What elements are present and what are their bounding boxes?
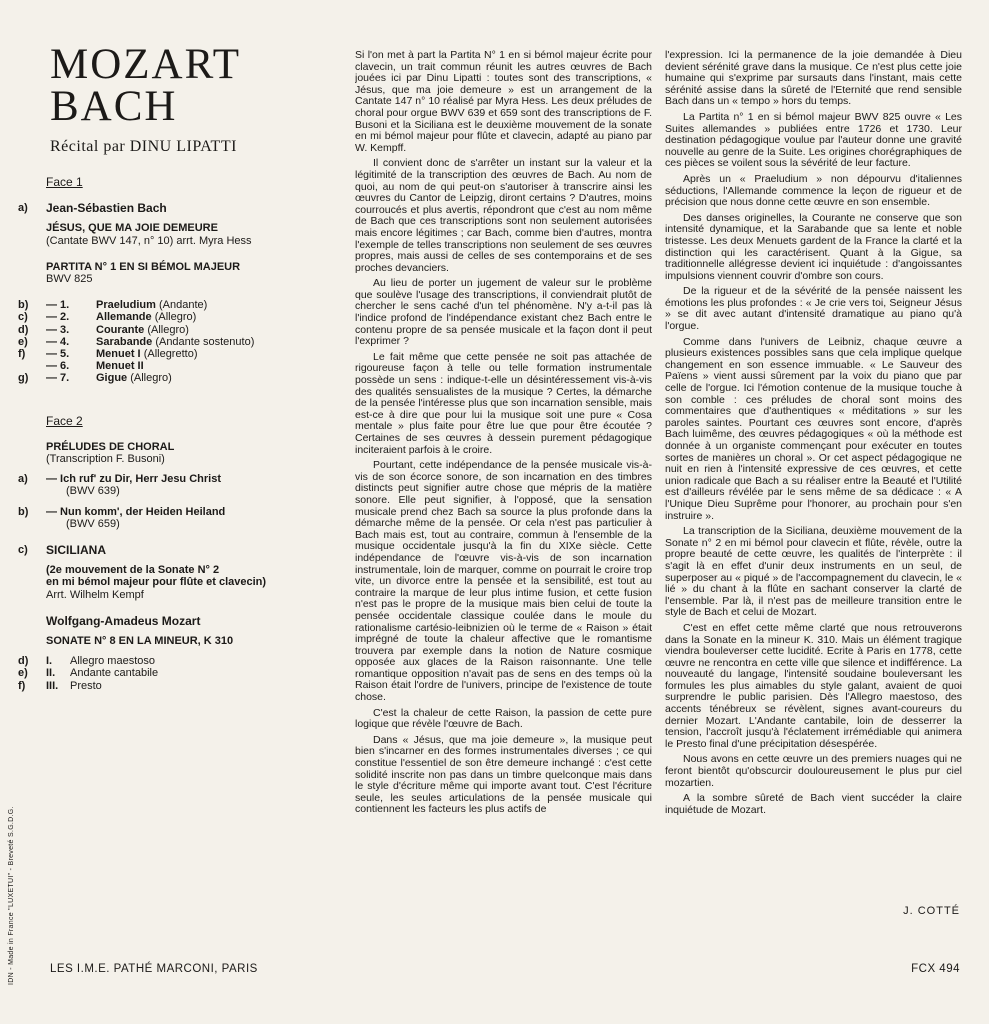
siciliana-detail: [46, 564, 333, 601]
track-letter: f): [18, 679, 26, 692]
track-row: [18, 372, 333, 384]
composer-row: [18, 202, 333, 214]
title-bach: BACH: [50, 83, 178, 130]
title-mozart: MOZART: [50, 41, 241, 88]
movement-row: [18, 667, 333, 679]
track-row: [18, 348, 333, 360]
track-letter: e): [18, 667, 28, 680]
choral-a-bwv: (BWV 639): [66, 485, 120, 498]
liner-paragraph: Comme dans l'univers de Leibniz, chaque œuvre a plusieurs existences possibles sans que cela implique quelque changement en son essence immuable. « Le Sauveur des Païens » vient aussi sûrement par la voix du piano que par celle de l'orgue. Ici l'émotion contenue de la musique touche à son comble : ces préludes de choral sont moins des commentaires que d'authentiques « méditations » sur les paroles saintes. Pourtant ces œuvres sont encore, d'après Bach luimême, des œuvres pédagogiques « où la méthode est donnée à un organiste commençant pour exécuter en toutes sortes de manières un choral ». Or cet aspect pédagogique ne nuit en rien à l'intensité expressive de ces œuvres, et cette union radicale que Bach a su réaliser entre la Beauté et l'Utilité est d'ailleurs révélée par le sens même de sa dédicace : « A l'Unique Dieu Suprême pour l'honorer, au prochain pour s'en instruire ».: [665, 335, 962, 522]
track-entry: [46, 372, 333, 384]
track-row: [18, 299, 333, 311]
spacer: [18, 441, 46, 465]
spacer: [18, 635, 46, 647]
movement-row: [18, 655, 333, 667]
vertical-imprint: IDN - Made in France "LUXETUI" - Breveté S.G.D.G.: [8, 806, 15, 985]
liner-paragraph: A la sombre sûreté de Bach vient succéder la claire inquiétude de Mozart.: [665, 792, 962, 816]
work1-title: JÉSUS, QUE MA JOIE DEMEURE: [46, 222, 218, 235]
sonate-row: [18, 635, 333, 647]
liner-paragraph: Nous avons en cette œuvre un des premiers nuages qui ne feront bientôt qu'obscurcir douloureusement le plus pur ciel mozartien.: [665, 753, 962, 789]
liner-paragraph: Au lieu de porter un jugement de valeur sur le problème que soulève l'usage des transcriptions, il conviendrait plutôt de chercher le sens caché d'un tel phénomène. N'y a-t-il pas là l'indice profond de l'indépendance existant chez Bach entre le contenu propre de sa pensée musicale et la façon dont il peut l'exprimer ?: [355, 277, 652, 348]
choral-a-title: — Ich ruf' zu Dir, Herr Jesu Christ: [46, 473, 221, 486]
movement-name: Andante cantabile: [70, 667, 159, 680]
liner-paragraph: Pourtant, cette indépendance de la pensée musicale vis-à-vis de son écorce sonore, de son incarnation en des timbres distincts peut signifier autre chose que mépris de la matière sonore. Elle peut signifier, à l'opposé, que la sensation musicale prend chez Bach sa source la plus profonde dans la démarche même de la pensée. Or cela n'est pas particulier à Bach mais est, tout au contraire, commun à l'ensemble de la musique occidentale jusqu'à la fin du XIXe siècle. Cette indépendance de l'œuvre vis-à-vis de son incarnation instrumentale, loin de marquer, comme on pourrait le croire trop vite, un divorce entre la pensée et la sensibilité, est tout au contraire la marque de leur plus intime fusion, et cette fusion n'est pas le propre de la musique mais bien celui de toute la pensée occidentale classique coulée dans le moule du rationalisme cartésio-leibnizien où le terme de « Raison » était imprégné de toute la chaleur affective que le romantisme trouvera par exemple dans la notion de Nature cosmique opposée aux glaces de la Raison raisonnante. Une telle romantique opposition n'avait pas de sens en des temps où la Raison était l'ordre de l'univers, principe de l'existence de toute chose.: [355, 459, 652, 704]
track-tempo: (Allegro): [130, 372, 172, 385]
movement-number: III.: [46, 679, 59, 692]
face1-title: Face 1: [46, 175, 83, 189]
partita: [46, 261, 333, 285]
mozart-row: [18, 615, 333, 627]
choral-a: [46, 473, 333, 497]
track-number: — 6.: [46, 360, 70, 373]
track-letter: e): [18, 335, 28, 348]
composer-bach: Jean-Sébastien Bach: [46, 201, 167, 216]
track-letter: g): [18, 372, 29, 385]
track-entry: [46, 311, 333, 323]
partita-row: [18, 261, 333, 285]
movement-entry: [46, 655, 333, 667]
movement-number: I.: [46, 655, 53, 668]
work1: [46, 222, 333, 246]
work1-row: [18, 222, 333, 246]
liner-paragraph: C'est en effet cette même clarté que nous retrouverons dans la Sonate en la mineur K. 310. Mais un élément tragique viendra bouleverser cette lucidité. Ecrite à Paris en 1778, cette œuvre ne rencontra en cette ville que silence et indifférence. La nouveauté du langage, l'intensité soudaine bouleversant les formules les plus aimables du style galant, avaient de quoi surprendre le public parisien. Dès l'Allegro maestoso, des accents ténébreux se révèlent, signes avant-coureurs du dernier Mozart. L'Andante cantabile, loin de desserrer la tension, l'accroît jusqu'à l'éclatement irrémédiable qui animera le Presto final d'une précipitation désespérée.: [665, 621, 962, 750]
track-letter: a): [18, 202, 28, 215]
choral-a-row: [18, 473, 333, 497]
track-letter: b): [18, 505, 29, 518]
siciliana-detail-row: [18, 564, 333, 601]
choral-b-title: — Nun komm', der Heiden Heiland: [46, 505, 226, 518]
track-name: Praeludium: [96, 299, 156, 312]
movement-number: II.: [46, 667, 56, 680]
spacer: [18, 261, 46, 285]
track-row: [18, 324, 333, 336]
track-number: — 1.: [46, 299, 70, 312]
work1-detail: (Cantate BWV 147, n° 10) arrt. Myra Hess: [46, 234, 252, 247]
siciliana-row: [18, 544, 333, 556]
track-name: Menuet II: [96, 360, 144, 373]
liner-notes-column-1: [355, 50, 652, 980]
track-tempo: (Allegretto): [143, 348, 198, 361]
choral-b-row: [18, 506, 333, 530]
liner-paragraph: Après un « Praeludium » non dépourvu d'italiennes séductions, l'Allemande commence la leçon de rigueur et de précision que nous donne cette œuvre en son ensemble.: [665, 172, 962, 209]
spacer: [18, 564, 46, 601]
track-row: [18, 360, 333, 372]
track-number: — 3.: [46, 323, 70, 336]
track-entry: [46, 299, 333, 311]
sonate-title: SONATE N° 8 EN LA MINEUR, K 310: [46, 635, 234, 648]
track-name: Menuet I: [96, 348, 141, 361]
track-letter: d): [18, 323, 29, 336]
movement-row: [18, 680, 333, 692]
track-letter: a): [18, 473, 28, 486]
track-row: [18, 311, 333, 323]
track-tempo: (Allegro): [154, 311, 197, 324]
face2-title: Face 2: [46, 413, 83, 428]
spacer: [18, 222, 46, 246]
album-title: [50, 41, 241, 130]
track-letter: d): [18, 655, 29, 668]
movement-entry: [46, 667, 333, 679]
track-number: — 5.: [46, 348, 70, 361]
preludes: [46, 441, 333, 465]
liner-paragraph: Dans « Jésus, que ma joie demeure », la musique peut bien s'incarner en des formes instrumentales diverses ; ce qui constitue l'essentiel de son être demeure inchangé : c'est cette solidité inscrite non pas dans un timbre quelconque mais dans le style d'écriture même qui importe avant tout. C'est l'écriture seule, les seules articulations de la pensée musicale qui contiennent les facteurs les plus actifs de: [355, 733, 652, 816]
liner-paragraph: Il convient donc de s'arrêter un instant sur la valeur et la légitimité de la transcription des œuvres de Bach. Au nom de quoi, au nom de qui peut-on s'autoriser à transcrire ainsi les œuvres du Cantor de Leipzig, diront certains ? D'autres, moins courroucés et plus avertis, répondront que c'est au nom même de Bach que ces transcriptions sont non seulement autorisées mais encore légitimes ; car Bach, comme bien d'autres, montra l'exemple de telles transcriptions non seulement de ses œuvres propres, mais aussi de celles de ses contemporains et de ses proches devanciers.: [355, 157, 652, 274]
preludes-row: [18, 441, 333, 465]
track-name: Sarabande: [96, 335, 153, 348]
choral-b-bwv: (BWV 659): [66, 517, 120, 530]
track-name: Courante: [96, 323, 145, 336]
track-tempo: (Andante sostenuto): [155, 335, 255, 348]
preludes-detail: (Transcription F. Busoni): [46, 453, 165, 466]
track-row: [18, 336, 333, 348]
track-number: — 2.: [46, 311, 70, 324]
catalog-number: FCX 494: [911, 963, 960, 975]
liner-paragraph: Le fait même que cette pensée ne soit pas attachée de rigoureuse façon à telle ou telle formation instrumentale possède un sens : indique-t-elle un désintéressement vis-à-vis des qualités sensualistes de la musique ? Certes, la démarche de la pensée l'intéresse plus que son incarnation sensible, mais est-ce à dire que pour lui la musique soit une pure « Cosa mentale » plus faite pour être lue que pour être écoutée ? Certaines de ses œuvres à dessein purement pédagogique inciteraient parfois à le croire.: [355, 350, 652, 456]
liner-paragraph: La Partita n° 1 en si bémol majeur BWV 825 ouvre « Les Suites allemandes » publiées entre 1726 et 1730. Leur destination pédagogique voulue par l'auteur donne une gravité nouvelle au genre de la Suite. Les origines chorégraphiques de ces pièces se voilent sous la sévérité de leur facture.: [665, 110, 962, 170]
track-letter: c): [18, 544, 28, 557]
liner-paragraph: Des danses originelles, la Courante ne conserve que son intensité dynamique, et la Sarabande que sa lente et noble tristesse. Les deux Menuets gardent de la France la clarté et la distinction qui les caractérisent. Quant à la Gigue, sa traditionnelle allégresse devient ici inquiétude : d'angoissantes impulsions viennent couvrir d'ombre son cours.: [665, 211, 962, 282]
liner-notes-column-2: [665, 50, 962, 940]
track-entry: [46, 324, 333, 336]
movement-name: Allegro maestoso: [70, 655, 155, 668]
track-entry: [46, 360, 333, 372]
track-name: Allemande: [96, 311, 152, 324]
track-name: Gigue: [96, 372, 128, 385]
siciliana-line3: Arrt. Wilhelm Kempf: [46, 588, 144, 601]
composer-mozart: Wolfgang-Amadeus Mozart: [46, 613, 201, 628]
liner-paragraph: Si l'on met à part la Partita N° 1 en si bémol majeur écrite pour clavecin, un trait commun réunit les autres œuvres de Bach jouées ici par Dinu Lipatti : toutes sont des transcriptions, « Jésus, que ma joie demeure » est un arrangement de la Cantate 147 n° 10 réalisé par Myra Hess. Les deux préludes de choral pour orgue BWV 639 et 659 sont des transcriptions de F. Busoni et la Siciliana est le deuxième mouvement de la sonate en mi bémol majeur pour flûte et clavecin, adapté au piano par W. Kempff.: [355, 50, 652, 154]
partita-tracks: [18, 299, 333, 384]
track-letter: b): [18, 299, 29, 312]
liner-paragraph: l'expression. Ici la permanence de la joie demandée à Dieu devient sérénité grave dans la musique. Ce n'est plus cette joie humaine qui s'exprime par sursauts dans l'instant, mais cette sérénité assise dans la sûreté de l'Eternité que rend sensible Bach dans un « tempo » hors du temps.: [665, 50, 962, 108]
siciliana-line2: en mi bémol majeur pour flûte et clavecin): [46, 576, 267, 589]
track-letter: [18, 360, 46, 372]
choral-b: [46, 506, 333, 530]
track-tempo: (Andante): [158, 299, 208, 312]
sonate-movements: [18, 655, 333, 692]
track-letter: f): [18, 348, 26, 361]
track-number: — 7.: [46, 372, 70, 385]
partita-bwv: BWV 825: [46, 273, 93, 286]
liner-paragraph: La transcription de la Siciliana, deuxième mouvement de la Sonate n° 2 en mi bémol pour clavecin et flûte, révèle, outre la propre beauté de cette œuvre, les qualités de l'interprète : il s'agit là en effet d'unir deux instruments en un seul, de superposer au « piqué » de l'accompagnement du clavecin, le « lié » du chant à la flûte en sachant conserver la clarté de l'ensemble. Par là, il n'est pas de meilleure transition entre le style de Bach et celui de Mozart.: [665, 525, 962, 619]
siciliana-line1: (2e mouvement de la Sonate N° 2: [46, 564, 220, 577]
track-number: — 4.: [46, 335, 70, 348]
movement-entry: [46, 680, 333, 692]
track-entry: [46, 336, 333, 348]
tracklist: [18, 176, 333, 692]
partita-title: PARTITA N° 1 EN SI BÉMOL MAJEUR: [46, 260, 241, 273]
track-entry: [46, 348, 333, 360]
movement-name: Presto: [70, 679, 102, 692]
preludes-title: PRÉLUDES DE CHORAL: [46, 440, 175, 453]
siciliana-title: SICILIANA: [46, 543, 106, 558]
track-letter: c): [18, 311, 28, 324]
label-footer: LES I.M.E. PATHÉ MARCONI, PARIS: [50, 963, 258, 975]
liner-paragraph: C'est la chaleur de cette Raison, la passion de cette pure logique que révèle l'œuvre de Bach.: [355, 706, 652, 731]
spacer: [18, 615, 46, 627]
track-tempo: (Allegro): [147, 323, 189, 336]
signature: J. COTTÉ: [903, 905, 960, 917]
album-subtitle: Récital par DINU LIPATTI: [50, 138, 237, 155]
liner-paragraph: De la rigueur et de la sévérité de la pensée naissent les émotions les plus profondes : « Je crie vers toi, Seigneur Jésus » se dit avec autant d'intensité dramatique au piano qu'à l'orgue.: [665, 285, 962, 333]
